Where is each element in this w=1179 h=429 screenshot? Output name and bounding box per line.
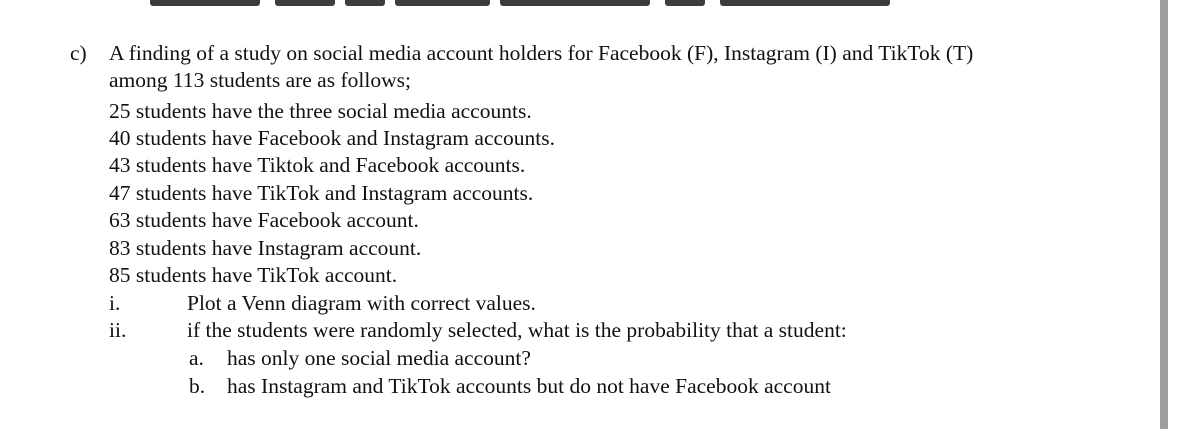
fact-line: 47 students have TikTok and Instagram accounts.	[109, 181, 534, 205]
part-text: if the students were randomly selected, what is the probability that a student:	[187, 318, 847, 342]
scrollbar-track[interactable]	[1160, 0, 1168, 429]
cropped-previous-line	[0, 0, 1179, 6]
fact-line: 63 students have Facebook account.	[109, 208, 419, 232]
fact-line: 85 students have TikTok account.	[109, 263, 398, 287]
question-label: c)	[70, 41, 87, 65]
fact-line: 83 students have Instagram account.	[109, 236, 422, 260]
fact-line: 43 students have Tiktok and Facebook accounts.	[109, 153, 526, 177]
subpart-label: a.	[189, 346, 204, 370]
subpart-label: b.	[189, 374, 206, 398]
part-label: ii.	[109, 318, 127, 342]
question-intro-line-2: among 113 students are as follows;	[109, 68, 411, 92]
fact-line: 40 students have Facebook and Instagram accounts.	[109, 126, 555, 150]
fact-line: 25 students have the three social media accounts.	[109, 99, 532, 123]
subpart-text: has Instagram and TikTok accounts but do not have Facebook account	[227, 374, 831, 398]
part-label: i.	[109, 291, 121, 315]
question-intro-line-1: A finding of a study on social media account holders for Facebook (F), Instagram (I) and TikTok (T)	[109, 41, 974, 65]
part-text: Plot a Venn diagram with correct values.	[187, 291, 536, 315]
subpart-text: has only one social media account?	[227, 346, 531, 370]
